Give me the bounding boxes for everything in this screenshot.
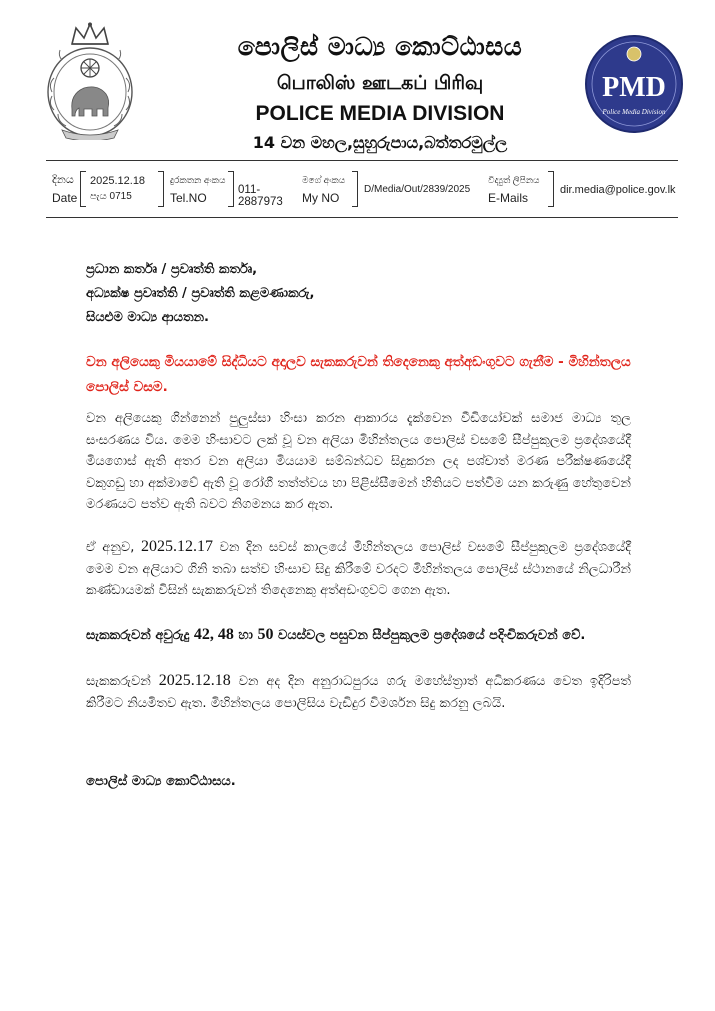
email-value: dir.media@police.gov.lk [560,184,676,196]
paragraph-2-date: 2025.12.17 [140,538,213,555]
letterhead-title-block [200,30,560,156]
date-value: 2025.12.18 [90,175,146,187]
sinhala-title: පොලිස් මාධ්‍ය කොට්ඨාසය [237,32,523,61]
paragraph-4-date: 2025.12.18 [158,672,231,689]
paragraph-1: වන අලියෙකු ගින්නෙන් පුලුස්සා හිංසා කරන ආකාරය දැක්වෙන වීඩියෝවක් සමාජ මාධ්‍ය තුල සංසරණය විය. මෙම හිංසාවට ලක් වූ වන අලියා මිහින්තලය පොලිස් වසමේ සීප්පුකුලම ප්‍රදේශයේදී මියගොස් ඇති අතර වන අලියා මියයාම සම්බන්ධව සිදුකරන ලද පශ්චාත් මරණ පරීක්ෂණයේදී වකුගඩු හා අක්මාවේ ඇති වූ රෝගී තත්ත්වය හා පිළිස්සීමෙන් හිතියට පත්වීම යන කරුණු හේතුවෙන් මරණයට පත්ව ඇති බවට නිගමනය කර ඇත. [86,411,631,512]
myno-value: D/Media/Out/2839/2025 [364,184,471,195]
paragraph-4 [86,670,631,714]
pmd-logo-text: PMD [602,72,666,103]
my-number-cell [302,161,512,217]
tel-value: 011-2887973 [238,184,283,208]
reference-info-bar [46,160,678,218]
tamil-title: பொலிஸ் ஊடகப் பிரிவு [276,72,484,94]
tel-label-sinhala: දුරකතන අංකය [170,175,226,185]
english-title: POLICE MEDIA DIVISION [255,102,505,125]
date-label-sinhala: දිනය [52,174,74,186]
addressee-block [86,258,314,330]
email-cell [488,161,678,217]
addressee-line: සියළුම මාධ්‍ය ආයතන. [86,310,209,325]
office-address: 14 වන මහල,සුහුරුපාය,බත්තරමුල්ල [252,133,508,152]
email-label-english: E-Mails [488,191,529,205]
paragraph-3 [86,624,631,647]
addressee-line: අධ්‍යක්ෂ ප්‍රවෘත්ති / ප්‍රවෘත්ති කළමණාකරු, [86,286,315,301]
paragraph-3-connector: හා [233,628,258,643]
paragraph-4-text: වන අද දින අනුරාධපුරය ගරු මහේස්ත්‍රාත් අධිකරණය වෙත ඉදිරිපත් කිරීමට නියමිතව ඇත. මිහින්තලය පොලිසිය වැඩිදුර විමර්ශන සිදු කරනු ලබයි. [86,674,631,711]
pmd-logo [584,34,684,134]
email-label-sinhala: විද්‍යුත් ලිපිනය [488,175,540,185]
pmd-logo-subtext: Police Media Division [602,108,666,116]
signature-line: පොලිස් මාධ්‍ය කොට්ඨාසය. [86,774,236,789]
telephone-cell [170,161,288,217]
paragraph-4-prefix: සැකකරුවන් [86,674,159,689]
paragraph-3-text: වයස්වල පසුවන සීප්පුකුලම ප්‍රදේශයේ පදිංචිකරුවන් වේ. [273,628,586,643]
paragraph-3-age: 50 [257,626,274,643]
myno-label-sinhala: මගේ අංකය [302,175,346,185]
paragraph-2 [86,536,631,602]
paragraph-2-text: වන දින සවස් කාලයේ මිහින්තලය පොලිස් වසමේ සීප්පුකුලම ප්‍රදේශයේදී මෙම වන අලියාට ගිනි තබා සත්ව හිංසාව සිදු කිරීමේ වරදට මිහින්තලය පොලිස් ස්ථානයේ නිලධාරීන් කණ්ඩායමක් විසින් සැකකරුවන් තිදෙනෙකු අත්අඩංගුවට ගෙන ඇත. [86,540,631,598]
addressee-line: ප්‍රධාන කර්තෘ / ප්‍රවෘත්ති කර්තෘ, [86,262,258,277]
paragraph-3-ages: 42, 48 [193,626,234,643]
paragraph-3-prefix: සැකකරුවන් අවුරුදු [86,628,194,643]
paragraph-2-prefix: ඒ අනුව, [86,540,141,555]
tel-label-english: Tel.NO [170,191,207,205]
subject-heading: වන අලියෙකු මියයාමේ සිද්ධියට අදාලව සැකකරුවන් තිදෙනෙකු අත්අඩංගුවට ගැනීම - මිහින්තලය පොලිස් වසම. [86,354,631,395]
date-label-english: Date [52,191,78,205]
myno-label-english: My NO [302,191,340,205]
time-value: පැය 0715 [90,191,132,202]
police-crest-emblem [42,22,138,140]
